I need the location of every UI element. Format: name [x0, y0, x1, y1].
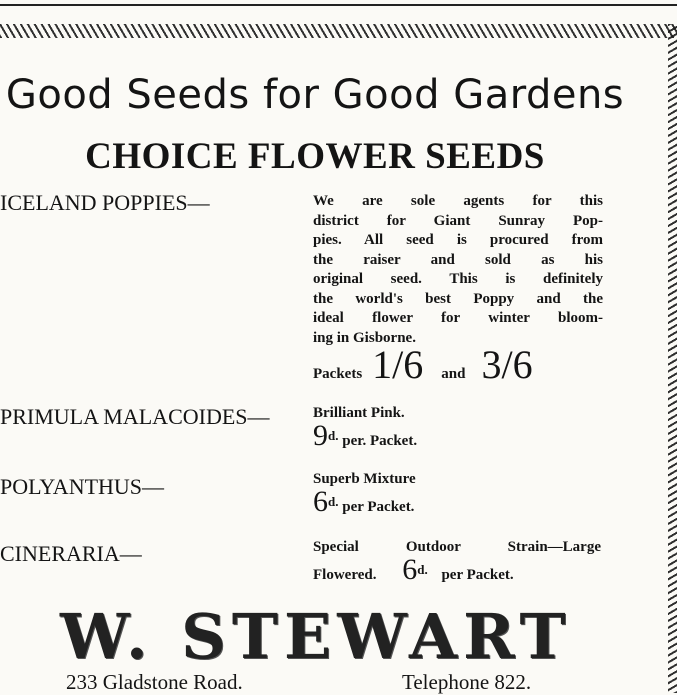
subhead: CHOICE FLOWER SEEDS: [85, 136, 545, 177]
description-iceland-poppies: [313, 192, 603, 385]
desc-line: original seed. This is definitely: [313, 271, 603, 287]
headline: Good Seeds for Good Gardens: [5, 72, 625, 118]
desc-line: the world's best Poppy and the: [313, 290, 603, 307]
price-tail: per Packet.: [342, 498, 415, 515]
desc-line: the raiser and sold as his: [313, 251, 603, 268]
desc-line: Special Outdoor Strain—Large: [313, 539, 601, 555]
description-primula: [313, 404, 417, 451]
desc-line: pies. All seed is procured from: [313, 232, 603, 248]
price-small-packet: 1/6: [372, 342, 424, 387]
and-word: and: [441, 366, 466, 382]
lead-word: Flowered.: [313, 566, 377, 583]
top-rule: [0, 4, 677, 6]
desc-line: ideal flower for winter bloom-: [313, 310, 603, 326]
packets-label: Packets: [313, 366, 363, 382]
price-line-poppies: [313, 342, 603, 387]
price-tail: per Packet.: [441, 566, 514, 583]
price-line-primula: [313, 418, 418, 452]
price-line-cineraria: [313, 552, 601, 586]
price-tail: per. Packet.: [342, 432, 418, 449]
price-pence: 9: [313, 418, 328, 452]
price-line-polyanthus: [313, 484, 416, 518]
category-polyanthus: POLYANTHUS—: [0, 474, 165, 499]
price-pence: 6: [402, 552, 418, 586]
desc-line: ing in Gisborne.: [313, 329, 416, 346]
price-unit: d.: [417, 561, 428, 577]
address: 233 Gladstone Road.: [66, 670, 243, 694]
category-iceland-poppies: ICELAND POPPIES—: [0, 190, 210, 215]
desc-line: We are sole agents for this: [313, 193, 603, 209]
merchant-name: W. STEWART: [60, 600, 572, 673]
description-cineraria: [313, 538, 601, 585]
desc-line: Brilliant Pink.: [313, 405, 405, 421]
hatched-border-right: [668, 24, 677, 693]
desc-line: Superb Mixture: [313, 471, 416, 487]
category-primula-malacoides: PRIMULA MALACOIDES—: [0, 404, 270, 429]
telephone: Telephone 822.: [402, 670, 532, 694]
category-cineraria: CINERARIA—: [0, 541, 142, 566]
price-pence: 6: [313, 484, 328, 518]
price-large-packet: 3/6: [481, 342, 533, 387]
price-unit: d.: [328, 493, 339, 509]
price-unit: d.: [328, 427, 339, 443]
desc-line: district for Giant Sunray Pop-: [313, 212, 603, 229]
hatched-border-top: [0, 24, 677, 38]
description-polyanthus: [313, 470, 416, 517]
